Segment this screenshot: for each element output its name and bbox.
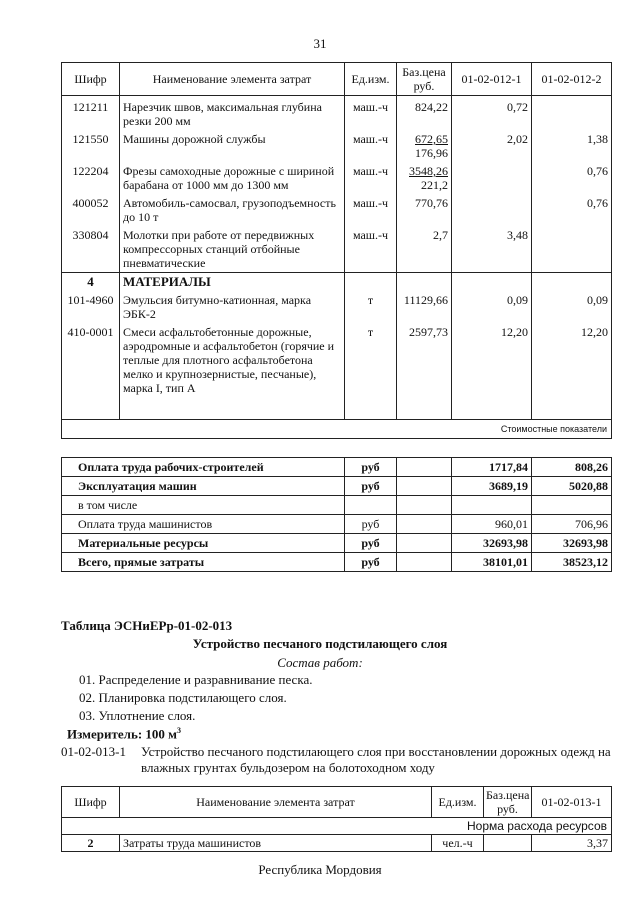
cell-price: 11129,66	[397, 291, 452, 323]
cell-v1	[452, 162, 532, 194]
total-v1: 38101,01	[452, 553, 532, 572]
cell-v2	[532, 96, 612, 131]
cell-name: Автомобиль-самосвал, грузоподъемность до 10 т	[120, 194, 345, 226]
item-description: Устройство песчаного подстилающего слоя при восстановлении дорожных одежд на влажных грунтах бульдозером на болотоходном ходу	[141, 744, 611, 775]
table-label: Таблица ЭСНиЕРр-01-02-013	[61, 618, 233, 633]
cell-code: 122204	[62, 162, 120, 194]
cell-price: 824,22	[397, 96, 452, 131]
totals-row	[62, 477, 612, 496]
cell-price: 2,7	[397, 226, 452, 273]
cell-v2: 0,09	[532, 291, 612, 323]
header-col1: 01-02-012-1	[452, 63, 532, 96]
work-item: 03. Уплотнение слоя.	[79, 708, 196, 723]
price-main: 672,65	[415, 132, 448, 146]
cell-v1: 12,20	[452, 323, 532, 420]
page-number: 31	[313, 36, 327, 51]
total-unit: руб	[345, 515, 397, 534]
header-code: Шифр	[62, 787, 120, 818]
header-col1: 01-02-013-1	[532, 787, 612, 818]
table-row	[62, 323, 612, 420]
measure-unit	[67, 726, 181, 742]
cell-name: Нарезчик швов, максимальная глубина резки 200 мм	[120, 96, 345, 131]
cell-code: 2	[62, 835, 120, 852]
cell-unit: чел.-ч	[432, 835, 484, 852]
cell-price: 770,76	[397, 194, 452, 226]
totals-row	[62, 496, 612, 515]
cell-v2	[532, 226, 612, 273]
measure-text: Измеритель: 100 м	[67, 726, 178, 742]
header-code: Шифр	[62, 63, 120, 96]
section-title: МАТЕРИАЛЫ	[120, 273, 345, 292]
cell-unit: маш.-ч	[345, 162, 397, 194]
cell-v1: 3,37	[532, 835, 612, 852]
cell-v2: 12,20	[532, 323, 612, 420]
cell-unit: т	[345, 323, 397, 420]
price-secondary: 176,96	[415, 146, 448, 160]
total-name: Эксплуатация машин	[62, 477, 345, 496]
header-price: Баз.цена руб.	[484, 787, 532, 818]
cell-v1: 2,02	[452, 130, 532, 162]
total-v1: 1717,84	[452, 458, 532, 477]
total-v2	[532, 496, 612, 515]
section-title: Устройство песчаного подстилающего слоя	[192, 636, 448, 651]
table-row	[62, 291, 612, 323]
cost-indicators-row	[62, 420, 612, 439]
cell-v1	[452, 194, 532, 226]
table-row	[62, 96, 612, 131]
total-unit: руб	[345, 534, 397, 553]
total-name: Оплата труда машинистов	[62, 515, 345, 534]
cell-price	[397, 130, 452, 162]
header-price: Баз.цена руб.	[397, 63, 452, 96]
header-unit: Ед.изм.	[432, 787, 484, 818]
total-unit	[345, 496, 397, 515]
cell-unit: маш.-ч	[345, 226, 397, 273]
total-v1	[452, 496, 532, 515]
cell-v2: 1,38	[532, 130, 612, 162]
footer-region: Республика Мордовия	[258, 862, 382, 877]
table-header	[62, 787, 612, 818]
table-row	[62, 162, 612, 194]
header-name: Наименование элемента затрат	[120, 787, 432, 818]
table-row	[62, 226, 612, 273]
resources-table-2	[61, 786, 612, 852]
total-v2: 5020,88	[532, 477, 612, 496]
cost-indicators-label: Стоимостные показатели	[62, 420, 612, 439]
cell-name: Эмульсия битумно-катионная, марка ЭБК-2	[120, 291, 345, 323]
total-v1: 32693,98	[452, 534, 532, 553]
work-item: 01. Распределение и разравнивание песка.	[79, 672, 313, 687]
totals-row	[62, 553, 612, 572]
total-v2: 706,96	[532, 515, 612, 534]
total-unit: руб	[345, 458, 397, 477]
total-unit: руб	[345, 477, 397, 496]
total-v2: 38523,12	[532, 553, 612, 572]
table-row	[62, 835, 612, 852]
totals-row	[62, 458, 612, 477]
cell-code: 101-4960	[62, 291, 120, 323]
cell-name: Смеси асфальтобетонные дорожные, аэродромные и асфальтобетон (горячие и теплые для плотного асфальтобетона мелко и крупнозернистые, песчаные), марка I, тип А	[120, 323, 345, 420]
cell-code: 410-0001	[62, 323, 120, 420]
total-v2: 32693,98	[532, 534, 612, 553]
cell-unit: т	[345, 291, 397, 323]
total-v1: 3689,19	[452, 477, 532, 496]
cell-price	[397, 162, 452, 194]
total-name: Материальные ресурсы	[62, 534, 345, 553]
cell-unit: маш.-ч	[345, 130, 397, 162]
price-main: 3548,26	[409, 164, 448, 178]
cell-unit: маш.-ч	[345, 96, 397, 131]
totals-table	[61, 457, 612, 572]
price-secondary: 221,2	[421, 178, 448, 192]
cell-price	[484, 835, 532, 852]
cell-v1: 0,09	[452, 291, 532, 323]
totals-row	[62, 534, 612, 553]
cell-v2: 0,76	[532, 194, 612, 226]
cell-code: 121550	[62, 130, 120, 162]
table-header	[62, 63, 612, 96]
section-row	[62, 273, 612, 292]
cell-name: Машины дорожной службы	[120, 130, 345, 162]
cell-code: 121211	[62, 96, 120, 131]
cell-unit: маш.-ч	[345, 194, 397, 226]
cell-v1: 3,48	[452, 226, 532, 273]
resources-table	[61, 62, 612, 439]
totals-row	[62, 515, 612, 534]
cell-v2: 0,76	[532, 162, 612, 194]
total-name: в том числе	[62, 496, 345, 515]
header-name: Наименование элемента затрат	[120, 63, 345, 96]
item-code: 01-02-013-1	[61, 744, 126, 759]
table-row	[62, 194, 612, 226]
cell-name: Затраты труда машинистов	[120, 835, 432, 852]
total-name: Оплата труда рабочих-строителей	[62, 458, 345, 477]
norm-row	[62, 818, 612, 835]
measure-sup: 3	[177, 726, 182, 735]
total-name: Всего, прямые затраты	[62, 553, 345, 572]
work-item: 02. Планировка подстилающего слоя.	[79, 690, 287, 705]
cell-name: Фрезы самоходные дорожные с шириной барабана от 1000 мм до 1300 мм	[120, 162, 345, 194]
total-v1: 960,01	[452, 515, 532, 534]
total-unit: руб	[345, 553, 397, 572]
cell-name: Молотки при работе от передвижных компрессорных станций отбойные пневматические	[120, 226, 345, 273]
cell-v1: 0,72	[452, 96, 532, 131]
section-number: 4	[62, 273, 120, 292]
cell-price: 2597,73	[397, 323, 452, 420]
cell-code: 330804	[62, 226, 120, 273]
works-title: Состав работ:	[277, 655, 363, 670]
norm-label: Норма расхода ресурсов	[62, 818, 612, 835]
total-v2: 808,26	[532, 458, 612, 477]
table-row	[62, 130, 612, 162]
header-col2: 01-02-012-2	[532, 63, 612, 96]
header-unit: Ед.изм.	[345, 63, 397, 96]
cell-code: 400052	[62, 194, 120, 226]
